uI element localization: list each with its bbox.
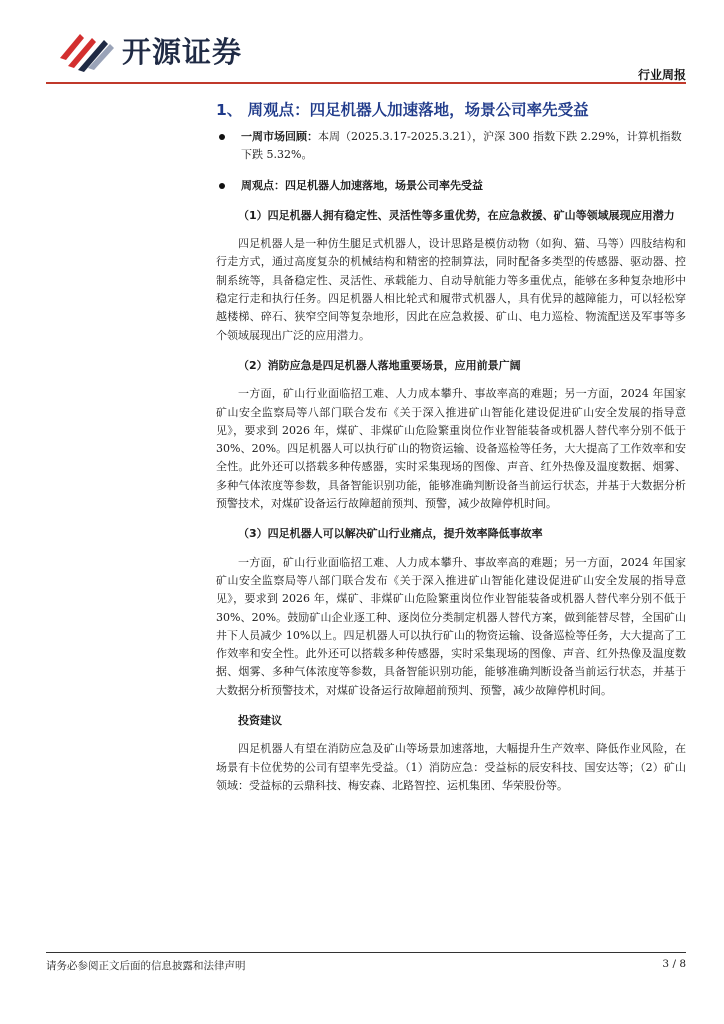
subsection-body: 一方面，矿山行业面临招工难、人力成本攀升、事故率高的难题；另一方面，2024 年国家矿山安全监察局等八部门联合发布《关于深入推进矿山智能化建设促进矿山安全发展的指导意见》，要求到 2026 年，煤矿、非煤矿山危险繁重岗位作业智能装备或机器人替代率分别不低于 30%、20%。四足机器人可以执行矿山的物资运输、设备巡检等任务，大大提高了工作效率和安全性。此外还可以搭载多种传感器，实时采集现场的图像、声音、红外热像及温度数据、烟雾、多种气体浓度等参数，具备智能识别功能，能够准确判断设备当前运行状态，并基于大数据分析预警技术，对煤矿设备运行故障超前预判、预警，减少故障停机时间。 <box>216 387 686 511</box>
bullet-market-review <box>216 128 686 165</box>
section-title: 1、 周观点：四足机器人加速落地，场景公司率先受益 <box>216 101 589 119</box>
header-divider <box>46 82 686 84</box>
report-type: 行业周报 <box>637 68 686 82</box>
footer-disclaimer: 请务必参阅正文后面的信息披露和法律声明 <box>46 960 246 972</box>
page-number: 3 / 8 <box>662 958 686 970</box>
company-name: 开源证券 <box>122 34 243 69</box>
page-header <box>46 14 686 82</box>
subsection-heading: （2）消防应急是四足机器人落地重要场景，应用前景广阔 <box>238 358 521 372</box>
bullet-dot-icon <box>219 134 225 140</box>
bullet-label: 周观点：四足机器人加速落地，场景公司率先受益 <box>241 178 483 192</box>
main-content <box>216 128 686 795</box>
logo-mark-icon <box>58 28 116 72</box>
bullet-weekly-view <box>216 177 686 195</box>
investment-heading: 投资建议 <box>238 714 282 728</box>
bullet-dot-icon <box>219 183 225 189</box>
investment-body: 四足机器人有望在消防应急及矿山等场景加速落地，大幅提升生产效率、降低作业风险，在场景有卡位优势的公司有望率先受益。（1）消防应急：受益标的辰安科技、国安达等；（2）矿山领域：受益标的云鼎科技、梅安森、北路智控、运机集团、华荣股份等。 <box>216 742 686 792</box>
bullet-label: 一周市场回顾： <box>241 130 318 143</box>
footer-divider <box>46 952 686 953</box>
subsection-heading: （3）四足机器人可以解决矿山行业痛点，提升效率降低事故率 <box>238 527 543 541</box>
company-logo <box>58 28 242 72</box>
subsection-body: 四足机器人是一种仿生腿足式机器人，设计思路是模仿动物（如狗、猫、马等）四肢结构和行走方式，通过高度复杂的机械结构和精密的控制算法，同时配备多类型的传感器、驱动器、控制系统等，具备稳定性、灵活性、承载能力、自动导航能力等多重优点，能够在多种复杂地形中稳定行走和执行任务。四足机器人相比轮式和履带式机器人，具有优异的越障能力，可以轻松穿越楼梯、碎石、狭窄空间等复杂地形，因此在应急救援、矿山、电力巡检、物流配送及军事等多个领域展现出广泛的应用潜力。 <box>216 237 686 342</box>
subsection-heading: （1）四足机器人拥有稳定性、灵活性等多重优势，在应急救援、矿山等领域展现应用潜力 <box>238 208 675 222</box>
bullet-text: 本周（2025.3.17-2025.3.21），沪深 300 指数下跌 2.29%，计算机指数下跌 5.32%。 <box>241 130 682 162</box>
subsection-body: 一方面，矿山行业面临招工难、人力成本攀升、事故率高的难题；另一方面，2024 年国家矿山安全监察局等八部门联合发布《关于深入推进矿山智能化建设促进矿山安全发展的指导意见》，要求到 2026 年，煤矿、非煤矿山危险繁重岗位作业智能装备或机器人替代率分别不低于 30%、20%。鼓励矿山企业逐工种、逐岗位分类制定机器人替代方案，做到能替尽替，全国矿山井下人员减少 10%以上。四足机器人可以执行矿山的物资运输、设备巡检等任务，大大提高了工作效率和安全性。此外还可以搭载多种传感器，实时采集现场的图像、声音、红外热像及温度数据、烟雾、多种气体浓度等参数，具备智能识别功能，能够准确判断设备当前运行状态，并基于大数据分析预警技术，对煤矿设备运行故障超前预判、预警，减少故障停机时间。 <box>216 555 686 697</box>
